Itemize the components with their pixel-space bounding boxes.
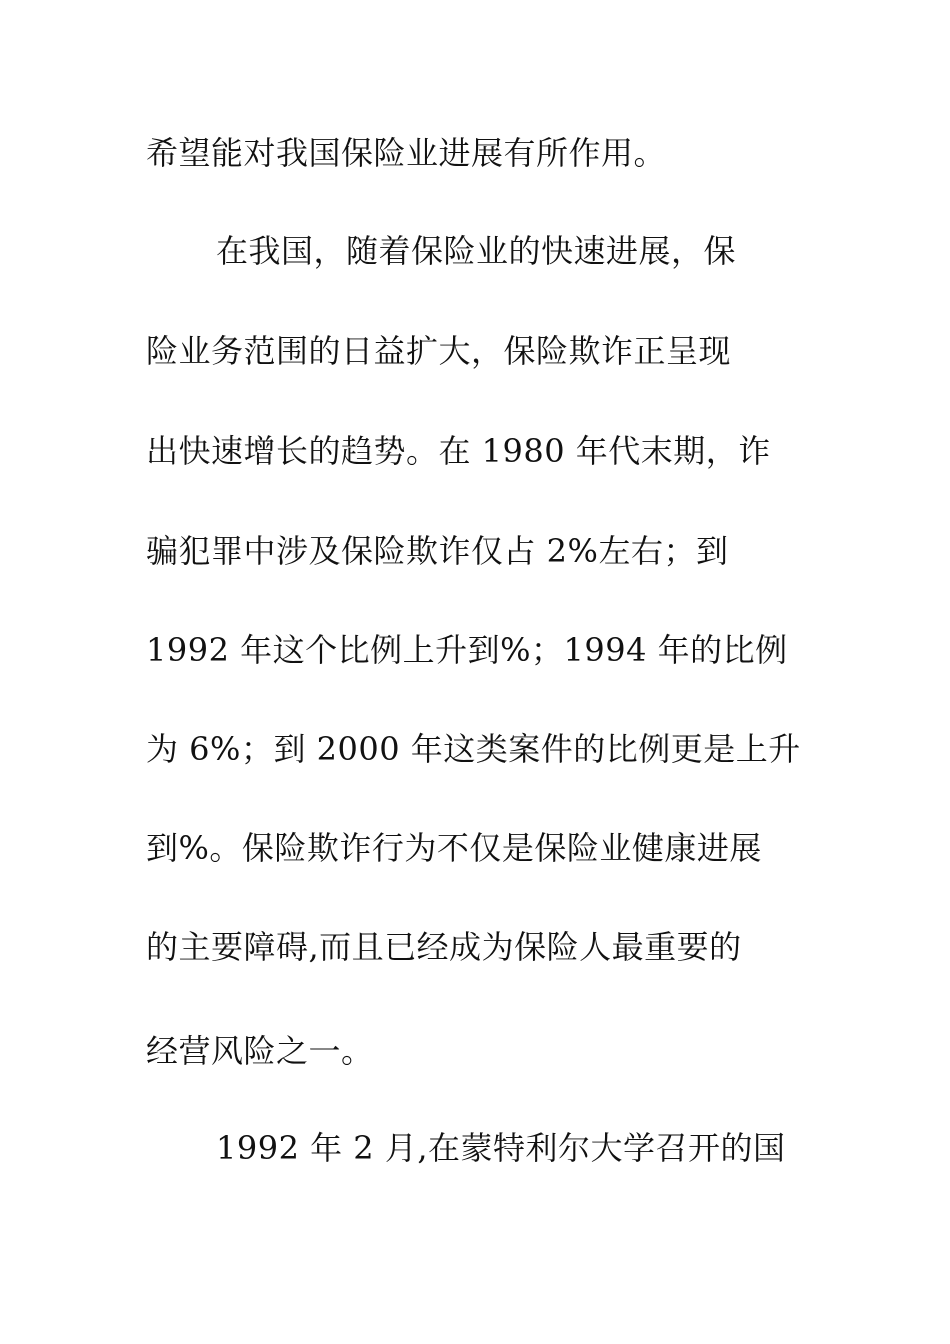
paragraph-line: 1992 年 2 月,在蒙特利尔大学召开的国 <box>216 1129 786 1167</box>
paragraph-line: 的主要障碍,而且已经成为保险人最重要的 <box>146 928 742 966</box>
paragraph-line: 到%。保险欺诈行为不仅是保险业健康进展 <box>146 829 762 867</box>
paragraph-line: 希望能对我国保险业进展有所作用。 <box>146 134 667 172</box>
paragraph-line: 在我国，随着保险业的快速进展，保 <box>216 232 737 270</box>
paragraph-line: 出快速增长的趋势。在 1980 年代末期，诈 <box>146 432 771 470</box>
paragraph-line: 为 6%；到 2000 年这类案件的比例更是上升 <box>146 730 801 768</box>
paragraph-line: 险业务范围的日益扩大，保险欺诈正呈现 <box>146 332 732 370</box>
paragraph-line: 经营风险之一。 <box>146 1032 374 1070</box>
paragraph-line: 骗犯罪中涉及保险欺诈仅占 2%左右；到 <box>146 532 729 570</box>
paragraph-line: 1992 年这个比例上升到%；1994 年的比例 <box>146 631 788 669</box>
